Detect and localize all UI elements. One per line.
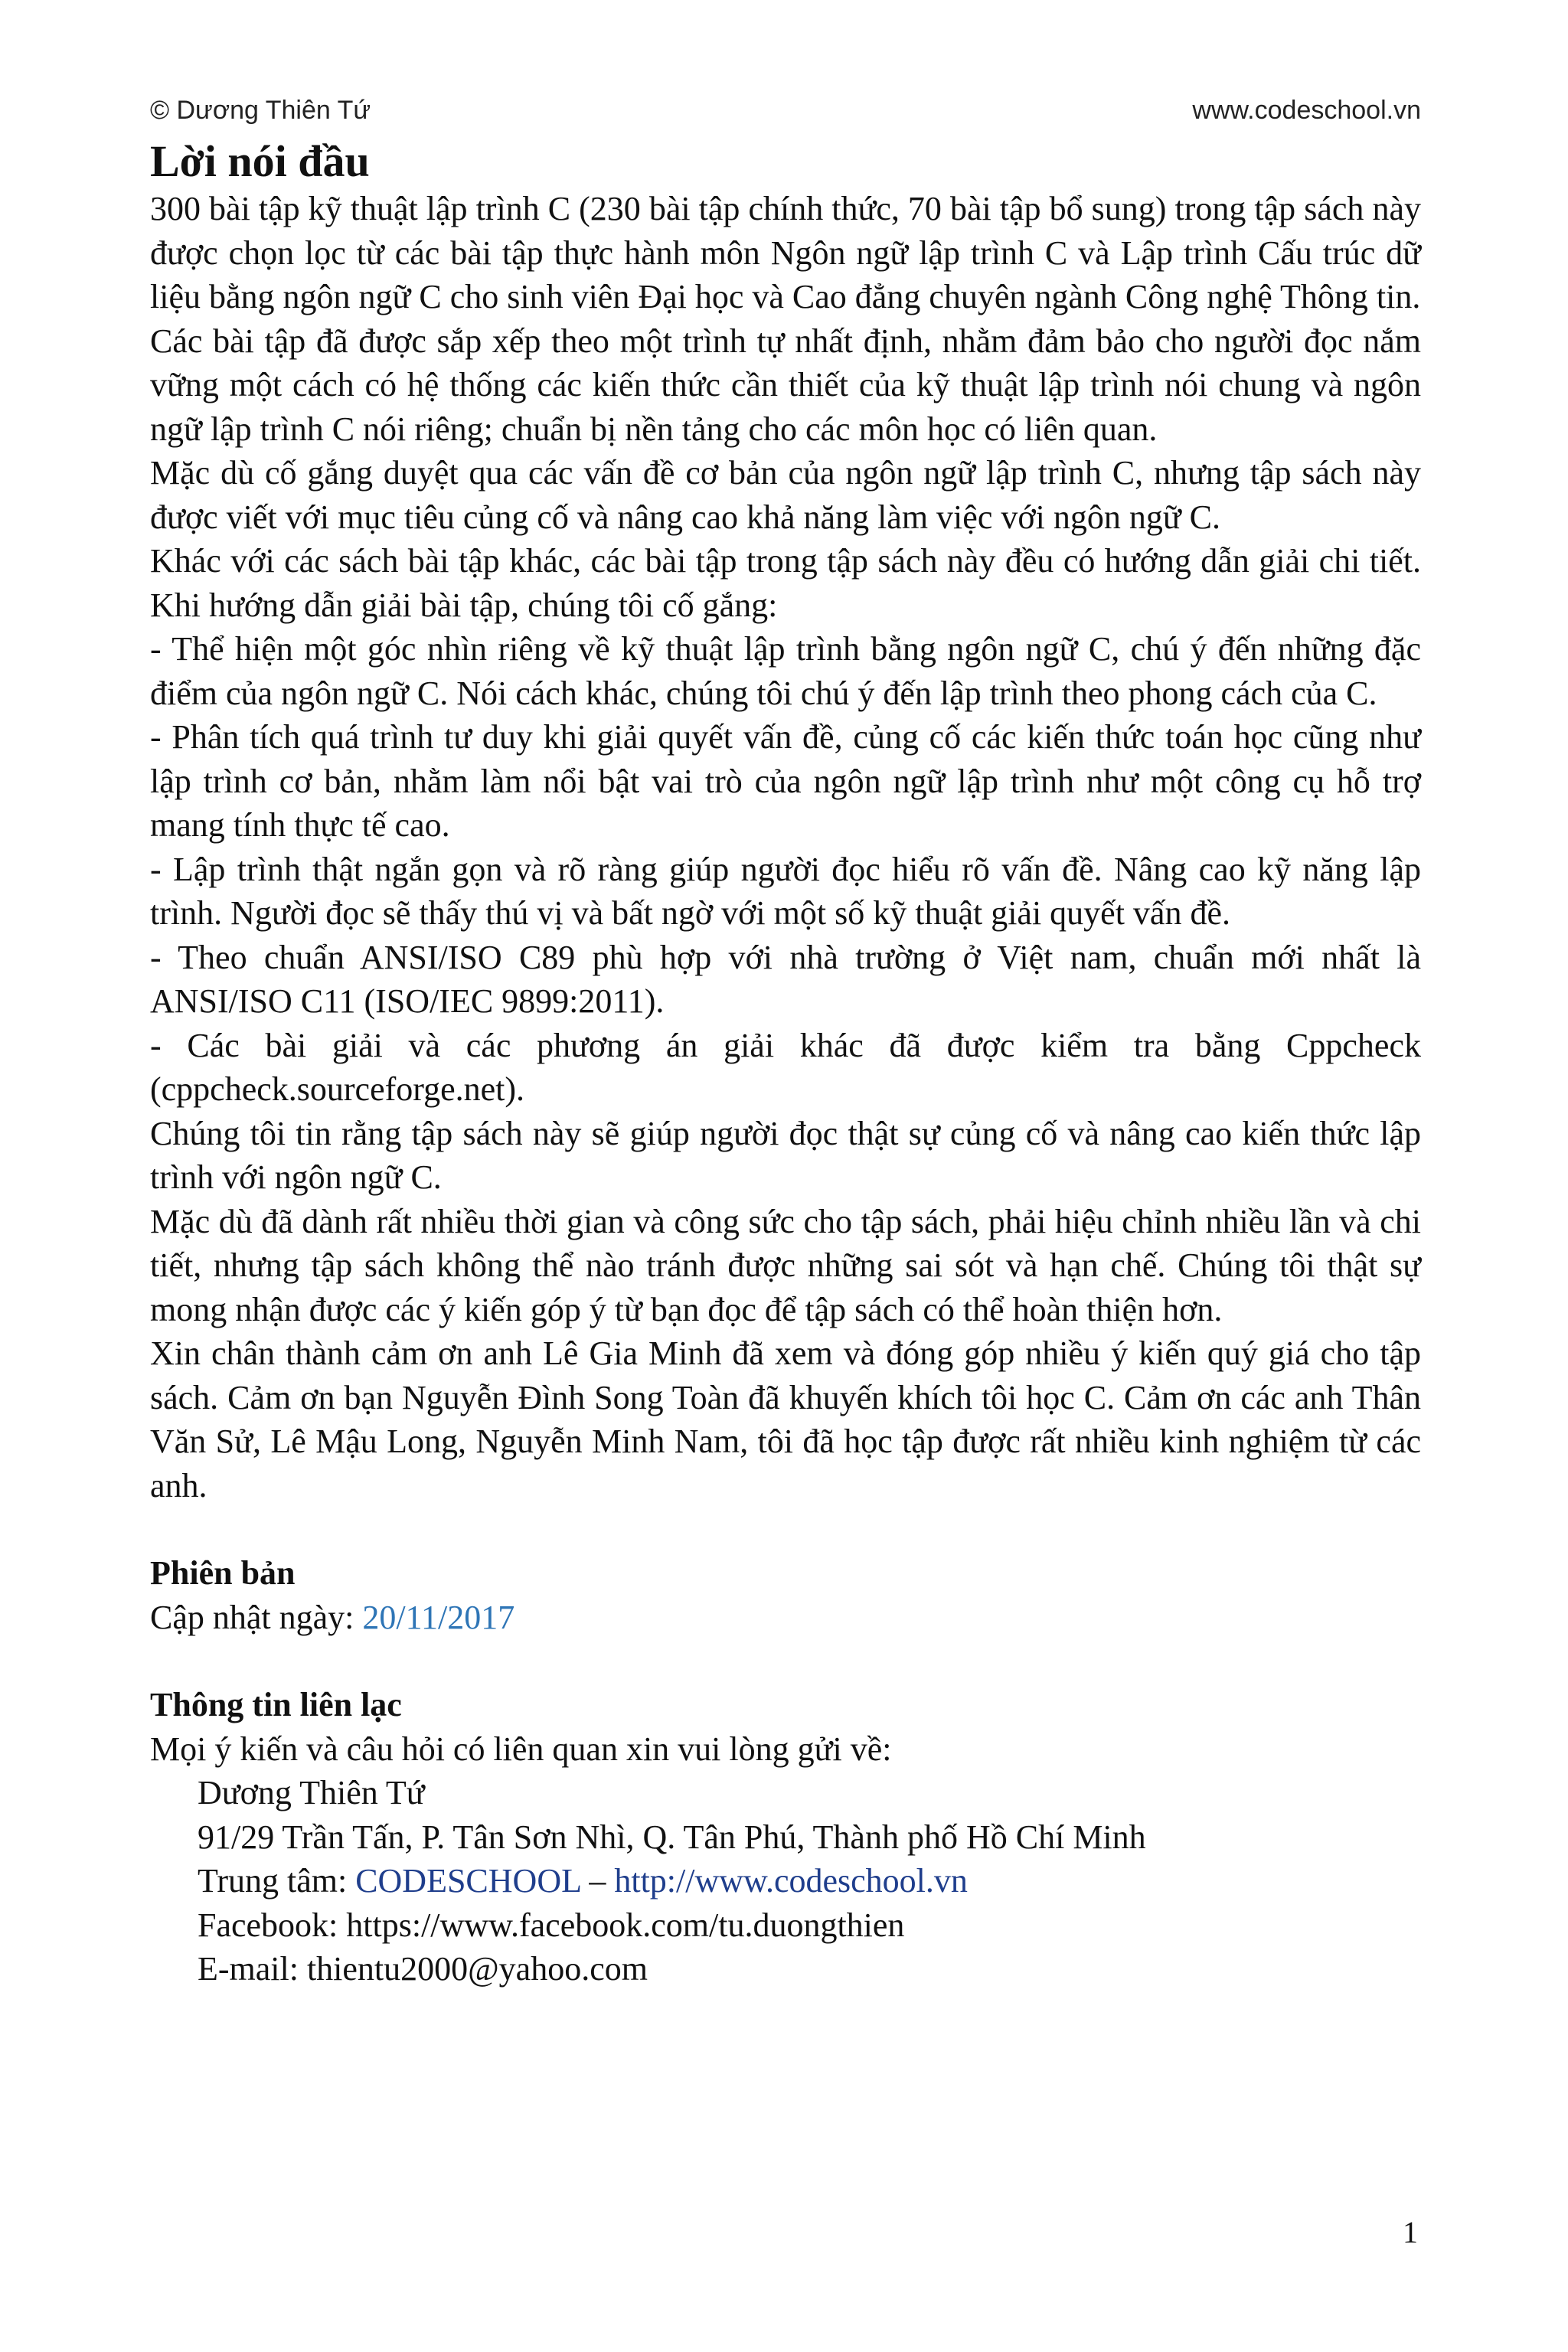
version-line (150, 1596, 1421, 1640)
bullet-paragraph: - Các bài giải và các phương án giải khác đã được kiểm tra bằng Cppcheck (cppcheck.sourceforge.net). (150, 1026, 1421, 1108)
paragraph: Mặc dù cố gắng duyệt qua các vấn đề cơ bản của ngôn ngữ lập trình C, nhưng tập sách này được viết với mục tiêu củng cố và nâng cao khả năng làm việc với ngôn ngữ C. (150, 454, 1421, 536)
header-website: www.codeschool.vn (1192, 96, 1421, 125)
version-section (150, 1551, 1421, 1639)
page-number: 1 (1403, 2215, 1418, 2249)
contact-intro: Mọi ý kiến và câu hỏi có liên quan xin vui lòng gửi về: (150, 1730, 892, 1768)
paragraph: Khác với các sách bài tập khác, các bài tập trong tập sách này đều có hướng dẫn giải chi tiết. Khi hướng dẫn giải bài tập, chúng tôi cố gắng: (150, 542, 1421, 624)
contact-heading: Thông tin liên lạc (150, 1686, 402, 1723)
preface-body (150, 187, 1421, 1508)
header-author: © Dương Thiên Tứ (150, 96, 371, 125)
version-label: Cập nhật ngày: (150, 1598, 363, 1636)
update-date: 20/11/2017 (362, 1598, 515, 1636)
paragraph: Các bài tập đã được sắp xếp theo một trình tự nhất định, nhằm đảm bảo cho người đọc nắm vững một cách có hệ thống các kiến thức cần thiết của kỹ thuật lập trình nói chung và ngôn ngữ lập trình C nói riêng; chuẩn bị nền tảng cho các môn học có liên quan. (150, 322, 1421, 448)
center-label: Trung tâm: (198, 1862, 356, 1900)
contact-email: E-mail: thientu2000@yahoo.com (198, 1950, 648, 1988)
paragraph: Xin chân thành cảm ơn anh Lê Gia Minh đã xem và đóng góp nhiều ý kiến quý giá cho tập sách. Cảm ơn bạn Nguyễn Đình Song Toàn đã khuyến khích tôi học C. Cảm ơn các anh Thân Văn Sử, Lê Mậu Long, Nguyễn Minh Nam, tôi đã học tập được rất nhiều kinh nghiệm từ các anh. (150, 1334, 1421, 1504)
contact-facebook: Facebook: https://www.facebook.com/tu.duongthien (198, 1906, 905, 1944)
contact-name: Dương Thiên Tứ (198, 1774, 425, 1811)
center-separator: – (580, 1862, 615, 1900)
version-heading: Phiên bản (150, 1554, 296, 1592)
bullet-paragraph: - Phân tích quá trình tư duy khi giải quyết vấn đề, củng cố các kiến thức toán học cũng như lập trình cơ bản, nhằm làm nổi bật vai trò của ngôn ngữ lập trình như một công cụ hỗ trợ mang tính thực tế cao. (150, 718, 1421, 844)
running-header (150, 95, 1421, 126)
paragraph: Mặc dù đã dành rất nhiều thời gian và công sức cho tập sách, phải hiệu chỉnh nhiều lần và chi tiết, nhưng tập sách không thể nào tránh được những sai sót và hạn chế. Chúng tôi thật sự mong nhận được các ý kiến góp ý từ bạn đọc để tập sách có thể hoàn thiện hơn. (150, 1202, 1421, 1328)
contact-address: 91/29 Trần Tấn, P. Tân Sơn Nhì, Q. Tân Phú, Thành phố Hồ Chí Minh (198, 1818, 1146, 1856)
bullet-paragraph: - Lập trình thật ngắn gọn và rõ ràng giúp người đọc hiểu rõ vấn đề. Nâng cao kỹ năng lập trình. Người đọc sẽ thấy thú vị và bất ngờ với một số kỹ thuật giải quyết vấn đề. (150, 850, 1421, 932)
paragraph: Chúng tôi tin rằng tập sách này sẽ giúp người đọc thật sự củng cố và nâng cao kiến thức lập trình với ngôn ngữ C. (150, 1114, 1421, 1196)
center-url-link[interactable]: http://www.codeschool.vn (614, 1862, 968, 1900)
contact-center (150, 1859, 1421, 1903)
bullet-paragraph: - Thể hiện một góc nhìn riêng về kỹ thuật lập trình bằng ngôn ngữ C, chú ý đến những đặc điểm của ngôn ngữ C. Nói cách khác, chúng tôi chú ý đến lập trình theo phong cách của C. (150, 630, 1421, 712)
bullet-paragraph: - Theo chuẩn ANSI/ISO C89 phù hợp với nhà trường ở Việt nam, chuẩn mới nhất là ANSI/ISO C11 (ISO/IEC 9899:2011). (150, 938, 1421, 1020)
contact-section (150, 1683, 1421, 1991)
document-page (150, 95, 1421, 2315)
paragraph: 300 bài tập kỹ thuật lập trình C (230 bài tập chính thức, 70 bài tập bổ sung) trong tập sách này được chọn lọc từ các bài tập thực hành môn Ngôn ngữ lập trình C và Lập trình Cấu trúc dữ liệu bằng ngôn ngữ C cho sinh viên Đại học và Cao đẳng chuyên ngành Công nghệ Thông tin. (150, 190, 1421, 315)
center-name-link[interactable]: CODESCHOOL (355, 1862, 581, 1900)
page-title: Lời nói đầu (150, 136, 370, 186)
